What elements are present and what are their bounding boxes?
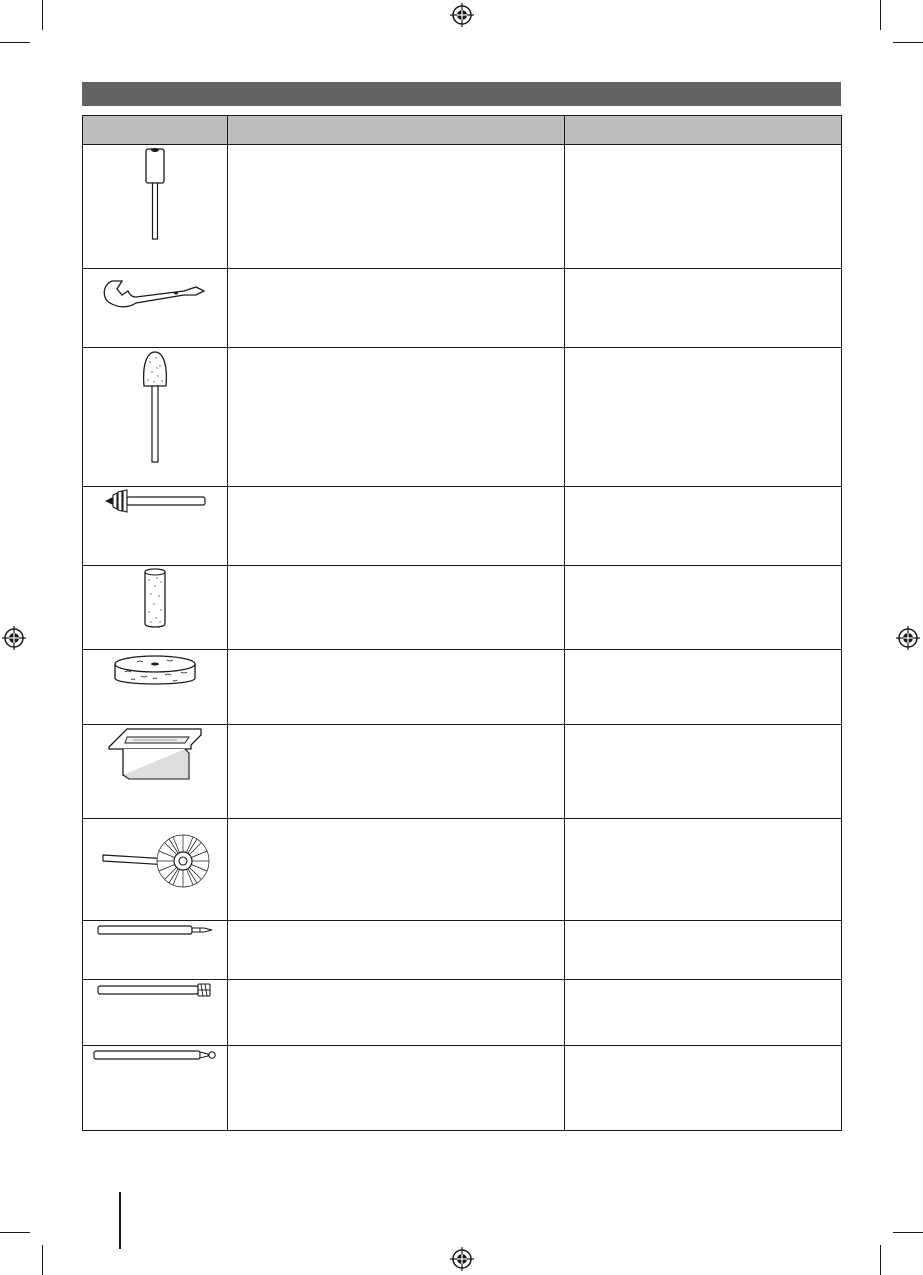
tools-table — [82, 115, 842, 1131]
table-row — [83, 145, 842, 269]
crop-mark — [42, 1245, 43, 1275]
tool-image-cell — [83, 980, 228, 1046]
tool-image-cell — [83, 725, 228, 819]
page-footer-bar — [119, 1192, 121, 1249]
registration-mark-bottom-icon — [450, 1247, 474, 1271]
tool-image-cell — [83, 487, 228, 566]
tool-use — [565, 566, 842, 650]
registration-mark-top-icon — [450, 3, 474, 27]
column-header-use — [565, 116, 842, 145]
tool-description — [228, 819, 565, 921]
crop-mark — [42, 0, 43, 30]
tool-use — [565, 650, 842, 725]
screw-mandrel-icon — [103, 487, 207, 515]
wrench-icon — [100, 269, 210, 313]
tool-description — [228, 269, 565, 348]
table-row — [83, 650, 842, 725]
engraving-bit-pointed-icon — [96, 921, 214, 939]
table-row — [83, 1046, 842, 1131]
tool-description — [228, 725, 565, 819]
section-title-bar — [82, 82, 841, 106]
table-row — [83, 269, 842, 348]
tool-image-cell — [83, 650, 228, 725]
registration-mark-left-icon — [2, 626, 26, 650]
tool-image-cell — [83, 921, 228, 980]
crop-mark — [880, 0, 881, 30]
table-row — [83, 348, 842, 487]
table-row — [83, 819, 842, 921]
tool-use — [565, 348, 842, 487]
tool-description — [228, 566, 565, 650]
tool-image-cell — [83, 819, 228, 921]
crop-mark — [0, 1232, 30, 1233]
crop-mark — [0, 42, 30, 43]
tool-description — [228, 980, 565, 1046]
table-header-row — [83, 116, 842, 145]
column-header-tool — [83, 116, 228, 145]
crop-mark — [893, 1232, 923, 1233]
table-row — [83, 921, 842, 980]
tool-image-cell — [83, 269, 228, 348]
table-row — [83, 487, 842, 566]
tool-description — [228, 487, 565, 566]
tool-description — [228, 650, 565, 725]
tool-use — [565, 145, 842, 269]
tool-description — [228, 1046, 565, 1131]
felt-polishing-cone-icon — [138, 348, 172, 464]
tool-use — [565, 487, 842, 566]
table-row — [83, 980, 842, 1046]
tool-image-cell — [83, 348, 228, 487]
tool-description — [228, 145, 565, 269]
table-row — [83, 566, 842, 650]
ball-engraving-bit-icon — [92, 1046, 218, 1064]
crop-mark — [880, 1245, 881, 1275]
tool-use — [565, 980, 842, 1046]
grinding-cylinder-icon — [140, 566, 170, 630]
tool-use — [565, 819, 842, 921]
cutting-bit-icon — [96, 980, 214, 1000]
tool-use — [565, 921, 842, 980]
crop-mark — [893, 42, 923, 43]
table-row — [83, 725, 842, 819]
tool-image-cell — [83, 145, 228, 269]
storage-tray-icon — [105, 725, 205, 781]
tool-image-cell — [83, 566, 228, 650]
wire-wheel-brush-icon — [99, 819, 211, 903]
tool-image-cell — [83, 1046, 228, 1131]
polishing-wheel-icon — [111, 650, 199, 692]
tool-use — [565, 1046, 842, 1131]
tool-description — [228, 348, 565, 487]
column-header-description — [228, 116, 565, 145]
sanding-drum-icon — [140, 145, 170, 241]
tool-use — [565, 725, 842, 819]
registration-mark-right-icon — [896, 626, 920, 650]
tool-use — [565, 269, 842, 348]
tool-description — [228, 921, 565, 980]
